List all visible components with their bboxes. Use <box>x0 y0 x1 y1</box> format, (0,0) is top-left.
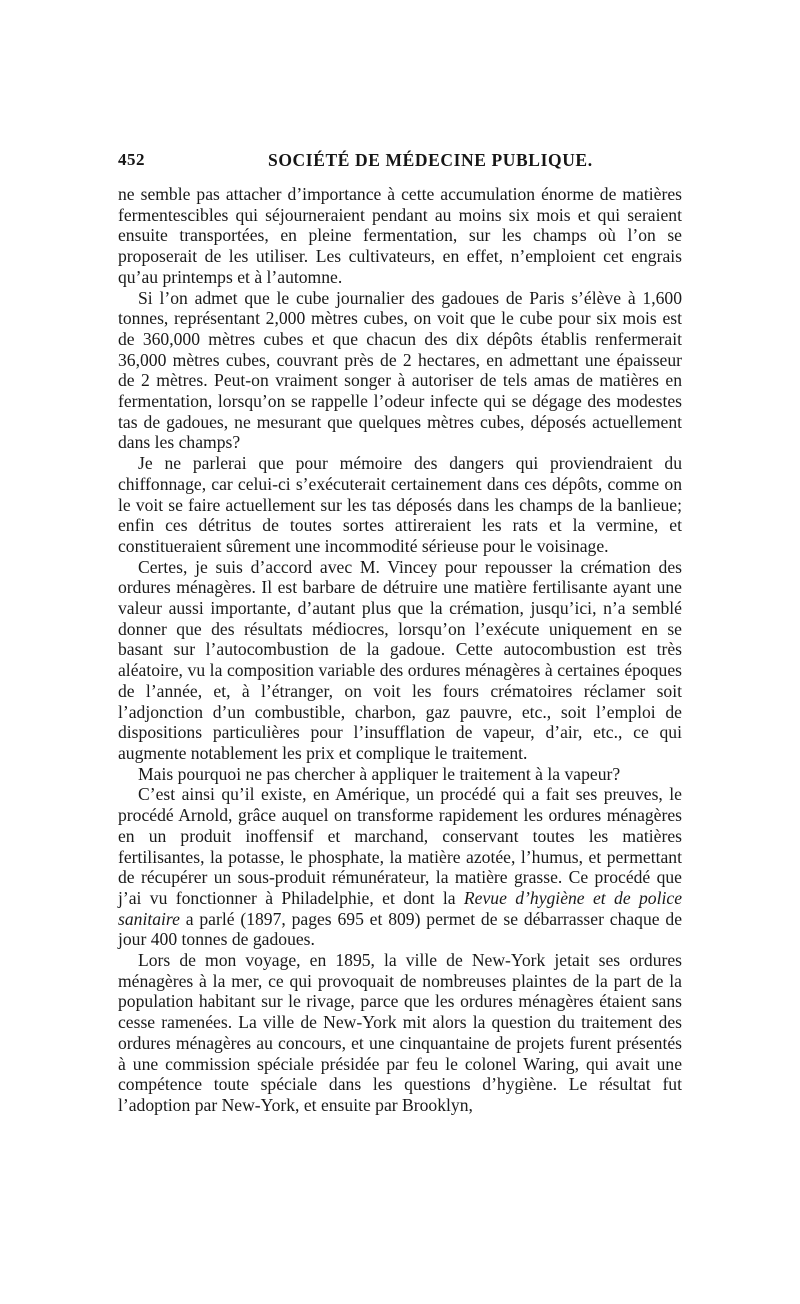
paragraph-chiffonnage: Je ne parlerai que pour mémoire des dangers qui proviendraient du chiffonnage, car celui-ci s’exécuterait certainement dans ces dépôts, comme on le voit se faire actuellement sur les tas déposés dans les champs de la banlieue; enfin ces détritus de toutes sortes attireraient les rats et la vermine, et constitueraient sûrement une incommodité sérieuse pour le voisinage. <box>118 453 682 556</box>
paragraph-cremation: Certes, je suis d’accord avec M. Vincey pour repousser la crémation des ordures ménagères. Il est barbare de détruire une matière fertilisante ayant une valeur aussi importante, d’autant plus que la crémation, jusqu’ici, n’a semblé donner que des résultats médiocres, lorsqu’on l’exécute uniquement en se basant sur l’autocombustion de la gadoue. Cette autocombustion est très aléatoire, vu la composition variable des ordures ménagères à certaines époques de l’année, et, à l’étranger, on voit les fours crématoires réclamer soit l’adjonction d’un combustible, charbon, gaz pauvre, etc., soit l’emploi de dispositions particulières pour l’insufflation de vapeur, d’air, etc., ce qui augmente notablement les prix et complique le traitement. <box>118 556 682 763</box>
page-number: 452 <box>118 150 145 169</box>
paragraph-procede-arnold <box>118 784 682 950</box>
paragraph-new-york: Lors de mon voyage, en 1895, la ville de New-York jetait ses ordures ménagères à la mer, ce qui provoquait de nombreuses plaintes de la part de la population habitant sur le rivage, parce que les ordures ménagères étaient sans cesse ramenées. La ville de New-York mit alors la question du traitement des ordures ménagères au concours, et une cinquantaine de projets furent présentés à une commission spéciale présidée par feu le colonel Waring, qui avait une compétence toute spéciale dans les questions d’hygiène. Le résultat fut l’adoption par New-York, et ensuite par Brooklyn, <box>118 950 682 1115</box>
journal-citation: Revue d’hygiène et de police sanitaire <box>118 887 682 929</box>
body-text <box>118 184 682 1116</box>
paragraph-vapeur-question: Mais pourquoi ne pas chercher à appliquer le traitement à la vapeur? <box>138 763 621 784</box>
journal-title: SOCIÉTÉ DE MÉDECINE PUBLIQUE. <box>268 150 593 170</box>
running-head <box>118 150 682 176</box>
arnold-text-end: a parlé (1897, pages 695 et 809) permet de se débarrasser chaque de jour 400 tonnes de gadoues. <box>118 908 682 950</box>
arnold-text-start: C’est ainsi qu’il existe, en Amérique, un procédé qui a fait ses preuves, le procédé Arnold, grâce auquel on transforme rapidement les ordures ménagères en un produit inoffensif et marchand, conservant toutes les matières fertilisantes, la potasse, le phosphate, la matière azotée, l’humus, et permettant de récupérer un sous-produit rémunérateur, la matière grasse. Ce procédé que j’ai vu fonctionner à Philadelphie, et dont la <box>118 784 682 908</box>
paragraph-continuation: ne semble pas attacher d’importance à cette accumulation énorme de matières fermentescibles qui séjourneraient pendant au moins six mois et qui seraient ensuite transportées, en pleine fermentation, sur les champs où l’on se proposerait de les utiliser. Les cultivateurs, en effet, n’emploient cet engrais qu’au printemps et à l’automne. <box>118 184 682 287</box>
paragraph-gadoues-volume: Si l’on admet que le cube journalier des gadoues de Paris s’élève à 1,600 tonnes, représentant 2,000 mètres cubes, on voit que le cube pour six mois est de 360,000 mètres cubes et que chacun des dix dépôts établis renfermerait 36,000 mètres cubes, couvrant près de 2 hectares, en admettant une épaisseur de 2 mètres. Peut-on vraiment songer à autoriser de tels amas de matières en fermentation, lorsqu’on se rappelle l’odeur infecte qui se dégage des modestes tas de gadoues, ne mesurant que quelques mètres cubes, déposés actuellement dans les champs? <box>118 287 682 453</box>
